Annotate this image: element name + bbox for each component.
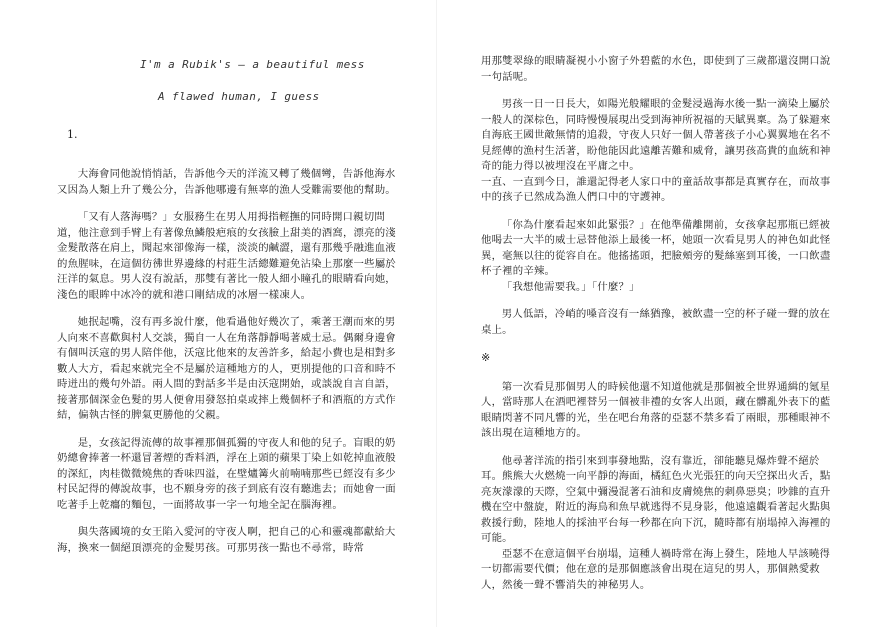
paragraph: 大海會同他說悄悄話，告訴他今天的洋流又轉了幾個彎，告訴他海水又因為人類上升了幾公分，告訴他哪邊有無辜的漁人受難需要他的幫助。	[57, 168, 396, 196]
left-page-body	[57, 167, 397, 568]
paragraph: 男孩一日一日長大，如陽光般耀眼的金髮浸過海水後一點一滴染上屬於一般人的深棕色，同時慢慢展現出受到海神所祝福的天賦異稟。為了躲避來自海底王國世敵無情的追殺，守夜人只好一個人帶著孩子小心翼翼地在名不見經傳的漁村生活著，盼他能因此遠離苦難和威脅，讓男孩高貴的血統和神奇的能力得以被埋沒在平庸之中。	[481, 98, 831, 172]
dialog-line: 「我想他需要我。」「什麼？」	[501, 280, 640, 293]
epigraph-line-1: I'm a Rubik's — a beautiful mess	[140, 58, 365, 71]
paragraph: 他尋著洋流的指引來到事發地點，沒有靠近，卻能聽見爆炸聲不絕於耳。熊熊大火燃燒一向平靜的海面，橘紅色火光張狂的向天空探出火舌，點亮灰濛濛的天際，空氣中彌漫混著石油和皮膚燒焦的刺鼻惡臭；吵雜的直升機在空中盤旋，附近的海鳥和魚早就逃得不見身影，他遠遠觀看著起火點與救援行動，陸地人的採油平台每一秒都在向下沉，隨時都有崩塌掉入海裡的可能。	[481, 454, 831, 544]
paragraph: 是，女孩記得流傳的故事裡那個孤獨的守夜人和他的兒子。盲眼的奶奶總會捧著一杯還冒著煙的香料酒，浮在上頭的蘋果丁染上如乾掉血液般的深紅，肉桂微微燒焦的香味四溢，在壁爐篝火前喃喃那些已經沒有多少村民記得的傳說故事，也不願身旁的孩子到底有沒有聽進去；而她會一面吃著手上乾癟的麵包，一面將故事一字一句地全記在腦海裡。	[57, 436, 396, 511]
paragraph: 「你為什麼看起來如此緊張？」在他準備離開前，女孩拿起那瓶已經被他喝去一大半的威士忌替他添上最後一杯，她頭一次看見男人的神色如此怪異，毫無以往的從容自在。他搖搖頭，把臉頰旁的髮絲塞到耳後，一口飲盡杯子裡的辛辣。	[481, 218, 831, 277]
chapter-number: 1.	[67, 128, 78, 141]
paragraph: 用那雙翠綠的眼睛凝視小小窗子外碧藍的水色，即使到了三歲都還沒開口說一句話呢。	[481, 55, 831, 83]
epigraph-line-2: A flawed human, I guess	[158, 90, 320, 103]
left-page	[0, 0, 436, 627]
paragraph: 與失落國境的女王陷入愛河的守夜人啊，把自己的心和靈魂都獻給大海，換來一個絕頂漂亮的金髮男孩。可那男孩一點也不尋常，時常	[57, 526, 396, 554]
paragraph: 亞瑟不在意這個平台崩塌，這種人禍時常在海上發生，陸地人早該曉得一切都需要代價；他在意的是那個應該會出現在這兒的男人，那個熱愛救人，然後一聲不響消失的神秘男人。	[481, 547, 831, 591]
right-page-body	[481, 54, 831, 605]
right-page	[437, 0, 873, 627]
paragraph: 她抿起嘴，沒有再多說什麼，他看過他好幾次了，乘著王潮而來的男人向來不喜歡與村人交談，獨自一人在角落靜靜喝著威士忌。偶爾身邊會有個叫沃寇的男人陪伴他，沃寇比他來的友善許多，給起小費也是相對多數人大方，看起來就完全不是屬於這種地方的人，更別提他的口音和時不時迸出的幾句外語。兩人間的對話多半是由沃寇開始，或談說自言自語，接著那個深金色髮的男人便會用發怒拍桌或摔上幾個杯子和酒瓶的方式作結，偏執古怪的脾氣更勝他的父親。	[57, 316, 396, 421]
paragraph: 一直、一直到今日，誰還記得老人家口中的童話故事都是真實存在，而故事中的孩子已然成為漁人們口中的守護神。	[481, 175, 831, 203]
paragraph: 「又有人落海嗎？」女服務生在男人用拇指輕撫的同時開口親切問道，他注意到手臂上有著像魚鱗般疤痕的女孩臉上甜美的酒窩，漂亮的淺金髮散落在肩上，聞起來卻像海一樣，淡淡的鹹澀，還有那幾乎融進血液的魚腥味，在這個彷彿世界邊緣的村莊生活總難避免沾染上那麼一些屬於汪洋的氣息。男人沒有說話，那雙有著比一般人細小瞳孔的眼睛看向她，淺色的眼眸中冰冷的就和港口剛結成的冰層一樣凍人。	[57, 211, 396, 301]
section-separator: ※	[481, 351, 491, 364]
paragraph: 第一次看見那個男人的時候他還不知道他就是那個被全世界通緝的氪星人，當時那人在酒吧裡替另一個被非禮的女客人出頭，藏在髒亂外表下的藍眼睛閃著不同凡響的光，坐在吧台角落的亞瑟不禁多看了兩眼，那種眼神不該出現在這種地方的。	[481, 380, 831, 439]
paragraph: 男人低語，冷峭的嗓音沒有一絲猶豫，被飲盡一空的杯子碰一聲的放在桌上。	[481, 308, 831, 336]
